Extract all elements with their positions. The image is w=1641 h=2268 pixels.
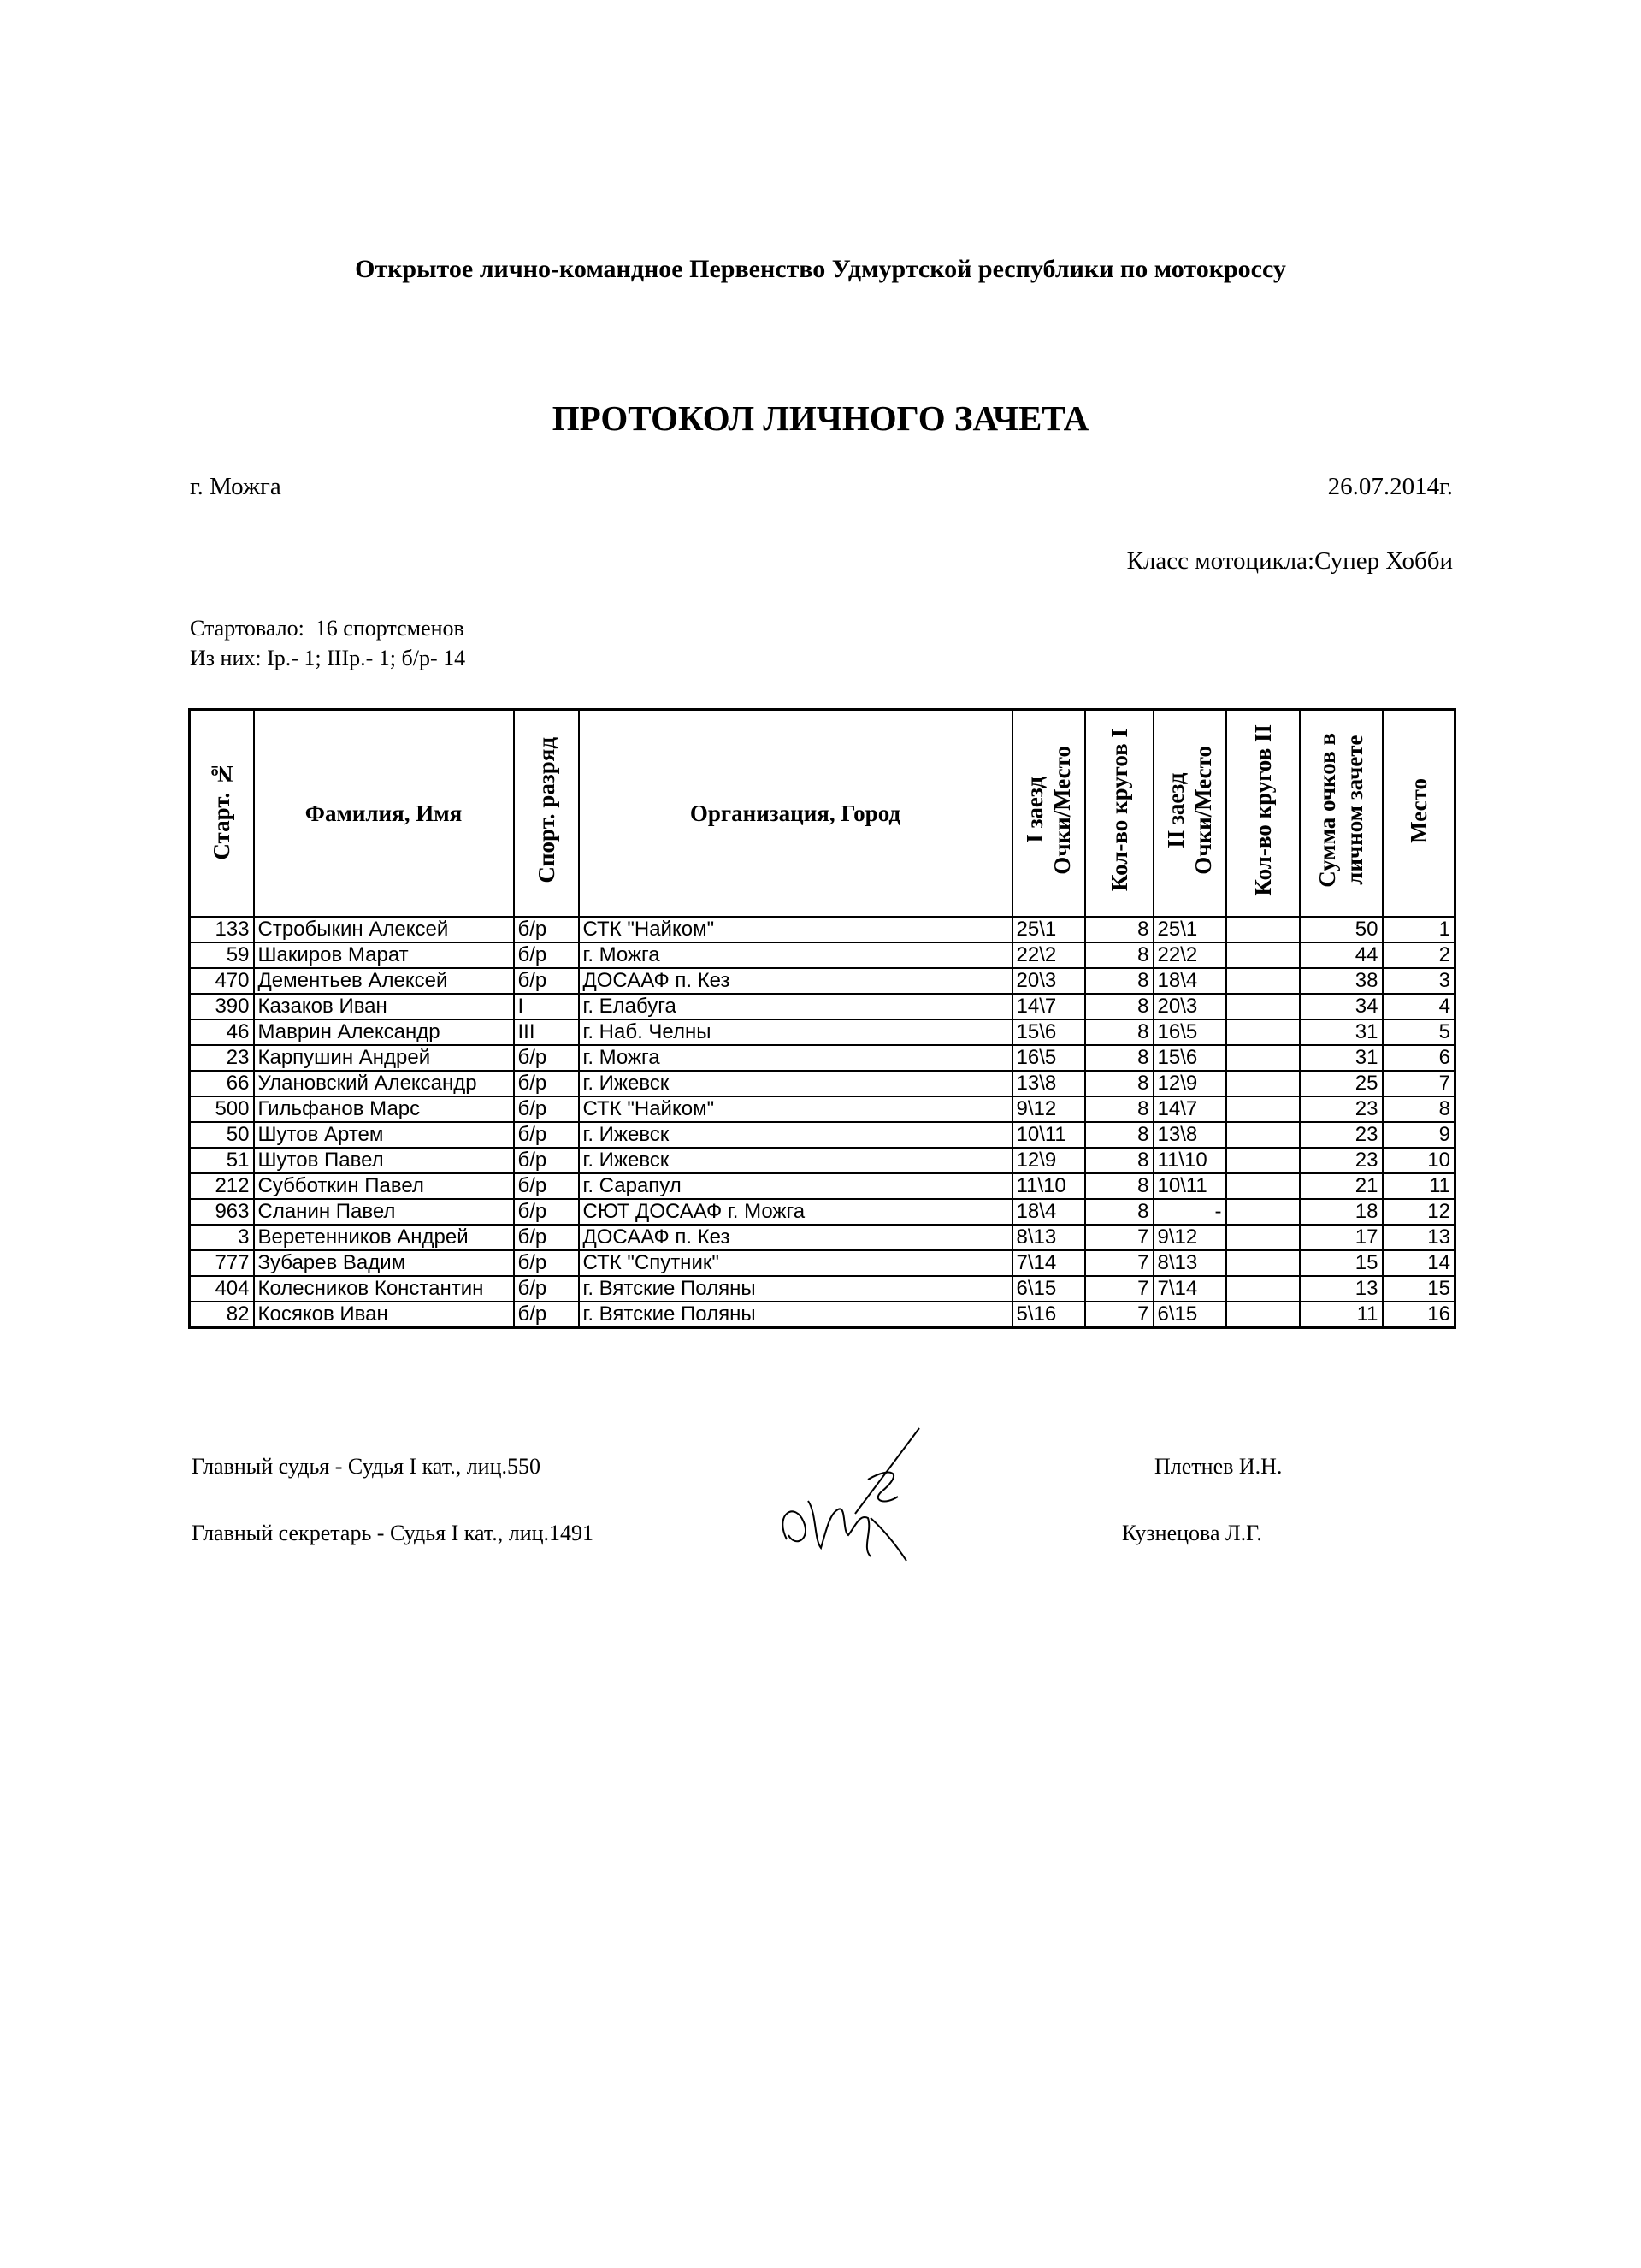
table-row: [190, 1019, 1455, 1045]
cell-organization: СТК "Найком": [579, 1096, 1012, 1122]
chief-judge-name: Плетнев И.Н.: [1154, 1454, 1283, 1479]
cell-name: Улановский Александр: [254, 1071, 514, 1096]
cell-total-points: 17: [1300, 1225, 1383, 1250]
cell-sport-rank: б/р: [514, 1122, 579, 1148]
cell-race1-points: 20\3: [1012, 968, 1085, 994]
cell-race1-laps: 7: [1085, 1250, 1154, 1276]
event-city: г. Можга: [190, 473, 281, 500]
cell-race1-laps: 8: [1085, 1148, 1154, 1173]
table-row: [190, 942, 1455, 968]
table-row: [190, 1173, 1455, 1199]
cell-start-number: 133: [190, 917, 254, 942]
cell-organization: г. Наб. Челны: [579, 1019, 1012, 1045]
cell-place: 10: [1383, 1148, 1455, 1173]
cell-race2-laps: [1226, 968, 1300, 994]
cell-total-points: 23: [1300, 1122, 1383, 1148]
cell-race1-points: 13\8: [1012, 1071, 1085, 1096]
cell-race2-laps: [1226, 1302, 1300, 1328]
cell-sport-rank: I: [514, 994, 579, 1019]
cell-sport-rank: б/р: [514, 1250, 579, 1276]
cell-race1-laps: 7: [1085, 1276, 1154, 1302]
cell-place: 2: [1383, 942, 1455, 968]
cell-place: 7: [1383, 1071, 1455, 1096]
cell-start-number: 50: [190, 1122, 254, 1148]
cell-race1-points: 6\15: [1012, 1276, 1085, 1302]
started-value: 16 спортсменов: [315, 616, 464, 641]
cell-start-number: 3: [190, 1225, 254, 1250]
cell-start-number: 59: [190, 942, 254, 968]
cell-race1-points: 5\16: [1012, 1302, 1085, 1328]
table-row: [190, 1250, 1455, 1276]
motorcycle-class-label: Класс мотоцикла:: [1126, 547, 1315, 575]
cell-name: Колесников Константин: [254, 1276, 514, 1302]
cell-race2-laps: [1226, 994, 1300, 1019]
cell-organization: г. Можга: [579, 1045, 1012, 1071]
cell-total-points: 13: [1300, 1276, 1383, 1302]
cell-race2-points: 13\8: [1154, 1122, 1226, 1148]
chief-secretary-name: Кузнецова Л.Г.: [1122, 1521, 1262, 1545]
cell-name: Зубарев Вадим: [254, 1250, 514, 1276]
cell-race1-laps: 8: [1085, 917, 1154, 942]
cell-organization: СЮТ ДОСААФ г. Можга: [579, 1199, 1012, 1225]
cell-organization: СТК "Спутник": [579, 1250, 1012, 1276]
cell-start-number: 777: [190, 1250, 254, 1276]
cell-race2-laps: [1226, 1045, 1300, 1071]
cell-race2-laps: [1226, 1225, 1300, 1250]
cell-race2-points: 11\10: [1154, 1148, 1226, 1173]
cell-race2-points: 12\9: [1154, 1071, 1226, 1096]
cell-name: Гильфанов Марс: [254, 1096, 514, 1122]
cell-race2-points: 20\3: [1154, 994, 1226, 1019]
cell-race2-points: 7\14: [1154, 1276, 1226, 1302]
table-row: [190, 1122, 1455, 1148]
cell-race1-laps: 8: [1085, 994, 1154, 1019]
table-row: [190, 917, 1455, 942]
cell-total-points: 18: [1300, 1199, 1383, 1225]
cell-total-points: 31: [1300, 1019, 1383, 1045]
cell-race2-laps: [1226, 1250, 1300, 1276]
cell-race1-laps: 8: [1085, 1173, 1154, 1199]
cell-total-points: 15: [1300, 1250, 1383, 1276]
cell-organization: ДОСААФ п. Кез: [579, 1225, 1012, 1250]
cell-sport-rank: б/р: [514, 917, 579, 942]
chief-judge-role: Главный судья - Судья I кат., лиц.550: [192, 1454, 541, 1479]
cell-race1-points: 8\13: [1012, 1225, 1085, 1250]
cell-sport-rank: б/р: [514, 1225, 579, 1250]
cell-race2-points: 6\15: [1154, 1302, 1226, 1328]
cell-race1-laps: 8: [1085, 942, 1154, 968]
table-row: [190, 1148, 1455, 1173]
cell-place: 3: [1383, 968, 1455, 994]
table-row: [190, 1045, 1455, 1071]
cell-start-number: 500: [190, 1096, 254, 1122]
cell-sport-rank: б/р: [514, 942, 579, 968]
cell-place: 9: [1383, 1122, 1455, 1148]
cell-race2-points: 22\2: [1154, 942, 1226, 968]
cell-organization: г. Можга: [579, 942, 1012, 968]
cell-place: 16: [1383, 1302, 1455, 1328]
cell-start-number: 51: [190, 1148, 254, 1173]
cell-name: Казаков Иван: [254, 994, 514, 1019]
handwritten-signature: [770, 1420, 932, 1574]
column-header-place: Место: [1383, 710, 1455, 918]
cell-organization: г. Ижевск: [579, 1122, 1012, 1148]
cell-race1-laps: 8: [1085, 968, 1154, 994]
cell-race1-laps: 7: [1085, 1302, 1154, 1328]
cell-place: 15: [1383, 1276, 1455, 1302]
cell-organization: ДОСААФ п. Кез: [579, 968, 1012, 994]
results-body: [190, 917, 1455, 1328]
cell-race1-points: 15\6: [1012, 1019, 1085, 1045]
column-header-race2-laps: Кол-во кругов II: [1226, 710, 1300, 918]
cell-sport-rank: б/р: [514, 1276, 579, 1302]
cell-start-number: 963: [190, 1199, 254, 1225]
table-row: [190, 1199, 1455, 1225]
cell-race1-points: 9\12: [1012, 1096, 1085, 1122]
cell-start-number: 66: [190, 1071, 254, 1096]
cell-name: Шутов Павел: [254, 1148, 514, 1173]
cell-race2-laps: [1226, 1148, 1300, 1173]
cell-race2-points: 15\6: [1154, 1045, 1226, 1071]
document-title: Открытое лично-командное Первенство Удмуртской республики по мотокроссу: [355, 255, 1286, 283]
cell-race2-points: 8\13: [1154, 1250, 1226, 1276]
cell-place: 14: [1383, 1250, 1455, 1276]
table-row: [190, 1276, 1455, 1302]
column-header-start-number: Старт. №: [190, 710, 254, 918]
cell-race1-points: 10\11: [1012, 1122, 1085, 1148]
cell-start-number: 82: [190, 1302, 254, 1328]
cell-sport-rank: б/р: [514, 1173, 579, 1199]
cell-race2-laps: [1226, 917, 1300, 942]
cell-sport-rank: б/р: [514, 1199, 579, 1225]
cell-place: 8: [1383, 1096, 1455, 1122]
cell-race1-points: 7\14: [1012, 1250, 1085, 1276]
cell-race1-laps: 8: [1085, 1096, 1154, 1122]
table-row: [190, 1096, 1455, 1122]
started-count: [190, 616, 464, 641]
cell-name: Шутов Артем: [254, 1122, 514, 1148]
cell-start-number: 212: [190, 1173, 254, 1199]
motorcycle-class-value: Супер Хобби: [1314, 547, 1453, 575]
cell-race1-laps: 7: [1085, 1225, 1154, 1250]
cell-total-points: 50: [1300, 917, 1383, 942]
cell-race1-points: 11\10: [1012, 1173, 1085, 1199]
cell-name: Сланин Павел: [254, 1199, 514, 1225]
cell-total-points: 23: [1300, 1148, 1383, 1173]
cell-organization: г. Сарапул: [579, 1173, 1012, 1199]
cell-sport-rank: III: [514, 1019, 579, 1045]
cell-sport-rank: б/р: [514, 1071, 579, 1096]
cell-race1-points: 25\1: [1012, 917, 1085, 942]
cell-race2-points: 18\4: [1154, 968, 1226, 994]
cell-race1-points: 12\9: [1012, 1148, 1085, 1173]
cell-race2-points: 10\11: [1154, 1173, 1226, 1199]
cell-sport-rank: б/р: [514, 1302, 579, 1328]
cell-race2-points: 9\12: [1154, 1225, 1226, 1250]
column-header-sport-rank: Спорт. разряд: [514, 710, 579, 918]
cell-total-points: 38: [1300, 968, 1383, 994]
composition-label: Из них:: [190, 646, 262, 670]
cell-race2-points: 16\5: [1154, 1019, 1226, 1045]
cell-sport-rank: б/р: [514, 1148, 579, 1173]
cell-race1-laps: 8: [1085, 1019, 1154, 1045]
cell-place: 4: [1383, 994, 1455, 1019]
cell-race2-laps: [1226, 942, 1300, 968]
cell-race2-laps: [1226, 1276, 1300, 1302]
cell-total-points: 34: [1300, 994, 1383, 1019]
table-row: [190, 1071, 1455, 1096]
column-header-name: Фамилия, Имя: [254, 710, 514, 918]
table-header-row: [190, 710, 1455, 918]
cell-name: Косяков Иван: [254, 1302, 514, 1328]
cell-race2-points: 14\7: [1154, 1096, 1226, 1122]
cell-race1-laps: 8: [1085, 1045, 1154, 1071]
cell-sport-rank: б/р: [514, 1096, 579, 1122]
cell-total-points: 25: [1300, 1071, 1383, 1096]
cell-organization: СТК "Найком": [579, 917, 1012, 942]
cell-start-number: 404: [190, 1276, 254, 1302]
table-row: [190, 1302, 1455, 1328]
cell-race1-points: 22\2: [1012, 942, 1085, 968]
cell-race1-points: 14\7: [1012, 994, 1085, 1019]
cell-race1-points: 18\4: [1012, 1199, 1085, 1225]
cell-total-points: 21: [1300, 1173, 1383, 1199]
cell-race1-laps: 8: [1085, 1199, 1154, 1225]
results-table: [188, 708, 1456, 1329]
cell-start-number: 46: [190, 1019, 254, 1045]
cell-place: 12: [1383, 1199, 1455, 1225]
cell-race1-laps: 8: [1085, 1071, 1154, 1096]
cell-total-points: 11: [1300, 1302, 1383, 1328]
rank-composition: [190, 646, 465, 671]
cell-name: Шакиров Марат: [254, 942, 514, 968]
column-header-total-points: Сумма очков в личном зачете: [1300, 710, 1383, 918]
composition-value: Iр.- 1; IIIр.- 1; б/р- 14: [267, 646, 466, 670]
cell-race2-laps: [1226, 1019, 1300, 1045]
protocol-heading: ПРОТОКОЛ ЛИЧНОГО ЗАЧЕТА: [552, 399, 1089, 438]
cell-start-number: 470: [190, 968, 254, 994]
event-date: 26.07.2014г.: [1327, 473, 1453, 500]
cell-place: 13: [1383, 1225, 1455, 1250]
column-header-organization: Организация, Город: [579, 710, 1012, 918]
cell-race2-laps: [1226, 1096, 1300, 1122]
cell-place: 5: [1383, 1019, 1455, 1045]
cell-race2-points: 25\1: [1154, 917, 1226, 942]
table-row: [190, 968, 1455, 994]
cell-organization: г. Вятские Поляны: [579, 1302, 1012, 1328]
cell-total-points: 23: [1300, 1096, 1383, 1122]
cell-race1-laps: 8: [1085, 1122, 1154, 1148]
cell-name: Карпушин Андрей: [254, 1045, 514, 1071]
cell-organization: г. Ижевск: [579, 1148, 1012, 1173]
cell-total-points: 31: [1300, 1045, 1383, 1071]
cell-place: 1: [1383, 917, 1455, 942]
cell-total-points: 44: [1300, 942, 1383, 968]
cell-organization: г. Ижевск: [579, 1071, 1012, 1096]
cell-name: Стробыкин Алексей: [254, 917, 514, 942]
cell-name: Веретенников Андрей: [254, 1225, 514, 1250]
column-header-race1-points: I заезд Очки/Место: [1012, 710, 1085, 918]
column-header-race2-points: II заезд Очки/Место: [1154, 710, 1226, 918]
started-label: Стартовало:: [190, 616, 304, 641]
cell-place: 6: [1383, 1045, 1455, 1071]
cell-sport-rank: б/р: [514, 1045, 579, 1071]
column-header-race1-laps: Кол-во кругов I: [1085, 710, 1154, 918]
cell-race2-laps: [1226, 1071, 1300, 1096]
cell-start-number: 23: [190, 1045, 254, 1071]
table-row: [190, 994, 1455, 1019]
motorcycle-class: [1127, 547, 1453, 576]
cell-start-number: 390: [190, 994, 254, 1019]
cell-race2-points: -: [1154, 1199, 1226, 1225]
cell-race1-points: 16\5: [1012, 1045, 1085, 1071]
cell-race2-laps: [1226, 1122, 1300, 1148]
cell-organization: г. Елабуга: [579, 994, 1012, 1019]
cell-race2-laps: [1226, 1173, 1300, 1199]
table-row: [190, 1225, 1455, 1250]
cell-sport-rank: б/р: [514, 968, 579, 994]
chief-secretary-role: Главный секретарь - Судья I кат., лиц.1491: [192, 1521, 594, 1545]
cell-race2-laps: [1226, 1199, 1300, 1225]
cell-name: Дементьев Алексей: [254, 968, 514, 994]
cell-organization: г. Вятские Поляны: [579, 1276, 1012, 1302]
cell-name: Субботкин Павел: [254, 1173, 514, 1199]
cell-name: Маврин Александр: [254, 1019, 514, 1045]
cell-place: 11: [1383, 1173, 1455, 1199]
